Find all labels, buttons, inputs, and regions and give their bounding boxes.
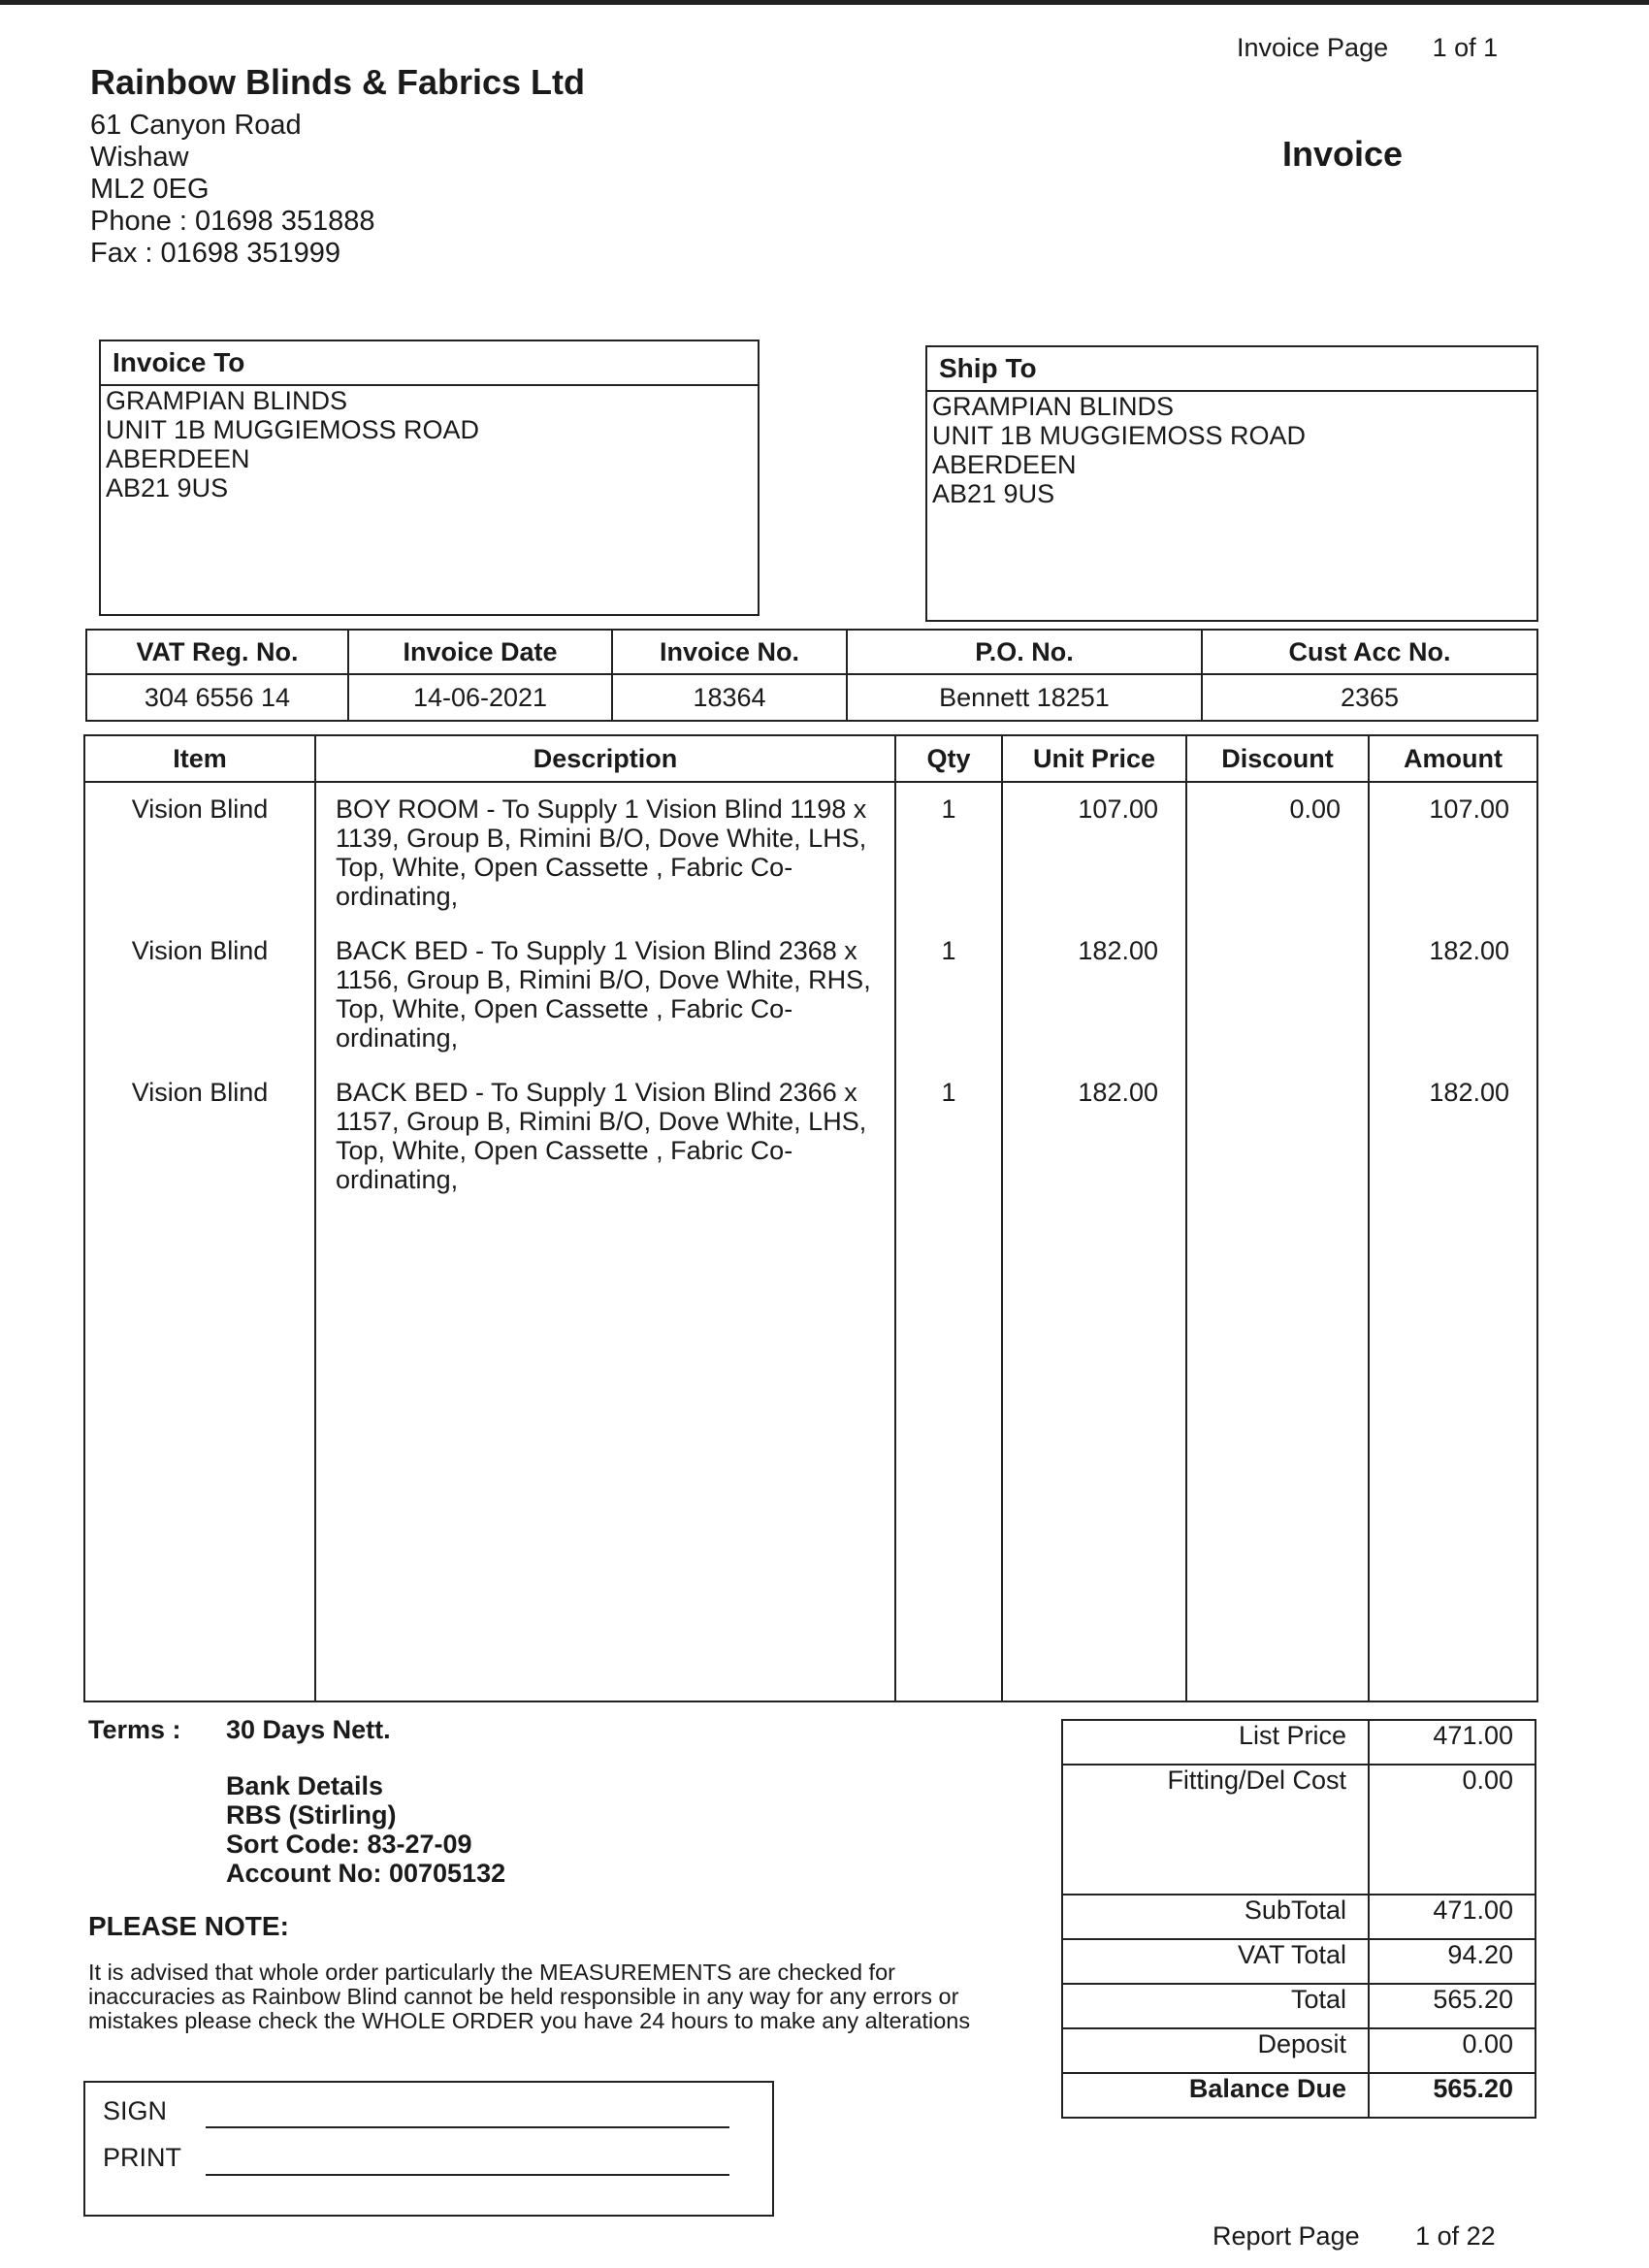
vat-value: 94.20: [1369, 1939, 1536, 1984]
totals-row: [1062, 1939, 1536, 1984]
terms-label: Terms :: [88, 1715, 181, 1744]
report-page-value: 1 of 22: [1415, 2221, 1496, 2251]
invoice-page-label: Invoice Page: [1237, 37, 1389, 62]
discount-cell: 0.00: [1186, 782, 1369, 924]
discount-cell: [1186, 924, 1369, 1066]
deposit-value: 0.00: [1369, 2028, 1536, 2073]
invoice-to-box: [99, 340, 760, 616]
sign-label: SIGN: [103, 2096, 168, 2125]
po-no-header: P.O. No.: [847, 630, 1202, 674]
invoice-to-label: Invoice To: [101, 341, 758, 386]
cust-acc-header: Cust Acc No.: [1202, 630, 1537, 674]
company-address-line: ML2 0EG: [90, 174, 210, 205]
table-row: [84, 782, 1537, 924]
report-page-label: Report Page: [1212, 2221, 1360, 2251]
filler-cell: [1002, 1208, 1186, 1701]
invoice-page-value: 1 of 1: [1432, 37, 1499, 62]
amount-cell: 107.00: [1369, 782, 1537, 924]
description-cell: BACK BED - To Supply 1 Vision Blind 2366 x 1157, Group B, Rimini B/O, Dove White, LHS, Top, White, Open Cassette , Fabric Co-ordinating,: [315, 1066, 895, 1208]
address-line: ABERDEEN: [932, 450, 1077, 479]
description-header: Description: [315, 735, 895, 782]
invoice-date-value: 14-06-2021: [348, 674, 612, 721]
list-price-label: List Price: [1062, 1720, 1369, 1765]
address-line: AB21 9US: [932, 479, 1055, 508]
subtotal-label: SubTotal: [1062, 1895, 1369, 1939]
totals-row: [1062, 1765, 1536, 1895]
po-no-value: Bennett 18251: [847, 674, 1202, 721]
description-cell: BOY ROOM - To Supply 1 Vision Blind 1198 x 1139, Group B, Rimini B/O, Dove White, LHS, Top, White, Open Cassette , Fabric Co-ordinating,: [315, 782, 895, 924]
line-items-table: [83, 734, 1538, 1702]
totals-row: [1062, 1984, 1536, 2028]
ship-to-address: [927, 392, 1536, 508]
company-phone: Phone : 01698 351888: [90, 206, 375, 237]
invoice-date-header: Invoice Date: [348, 630, 612, 674]
totals-row: [1062, 2028, 1536, 2073]
filler-cell: [895, 1208, 1002, 1701]
amount-cell: 182.00: [1369, 1066, 1537, 1208]
invoice-page-ref: [1237, 37, 1498, 66]
company-name: Rainbow Blinds & Fabrics Ltd: [90, 62, 586, 102]
item-cell: Vision Blind: [84, 1066, 315, 1208]
scan-edge: [0, 0, 1649, 5]
ship-to-label: Ship To: [927, 347, 1536, 392]
balance-due-label: Balance Due: [1062, 2073, 1369, 2118]
vat-label: VAT Total: [1062, 1939, 1369, 1984]
note-line: It is advised that whole order particularly the MEASUREMENTS are checked for: [88, 1960, 895, 1985]
item-cell: Vision Blind: [84, 924, 315, 1066]
note-title: PLEASE NOTE:: [88, 1911, 289, 1941]
amount-header: Amount: [1369, 735, 1537, 782]
filler-cell: [84, 1208, 315, 1701]
description-cell: BACK BED - To Supply 1 Vision Blind 2368 x 1156, Group B, Rimini B/O, Dove White, RHS, Top, White, Open Cassette , Fabric Co-ordinating,: [315, 924, 895, 1066]
sort-code: Sort Code: 83-27-09: [226, 1830, 472, 1859]
unit-price-header: Unit Price: [1002, 735, 1186, 782]
item-header: Item: [84, 735, 315, 782]
table-row: [84, 924, 1537, 1066]
list-price-value: 471.00: [1369, 1720, 1536, 1765]
fitting-value: 0.00: [1369, 1765, 1536, 1895]
item-cell: Vision Blind: [84, 782, 315, 924]
fitting-label: Fitting/Del Cost: [1062, 1765, 1369, 1895]
deposit-label: Deposit: [1062, 2028, 1369, 2073]
bank-name: RBS (Stirling): [226, 1800, 397, 1830]
unit-price-cell: 182.00: [1002, 924, 1186, 1066]
totals-table: [1061, 1719, 1536, 2119]
terms-value: 30 Days Nett.: [226, 1715, 391, 1744]
print-label: PRINT: [103, 2143, 181, 2172]
discount-header: Discount: [1186, 735, 1369, 782]
document-title: Invoice: [1282, 134, 1404, 174]
discount-cell: [1186, 1066, 1369, 1208]
totals-row: [1062, 1720, 1536, 1765]
invoice-no-value: 18364: [612, 674, 847, 721]
sign-line[interactable]: [206, 2126, 729, 2128]
ship-to-box: [925, 345, 1538, 622]
address-line: GRAMPIAN BLINDS: [106, 386, 348, 415]
table-filler-row: [84, 1208, 1537, 1701]
address-line: AB21 9US: [106, 473, 229, 502]
company-address-line: 61 Canyon Road: [90, 110, 302, 141]
invoice-meta-table: [85, 629, 1538, 722]
cust-acc-value: 2365: [1202, 674, 1537, 721]
note-line: inaccuracies as Rainbow Blind cannot be held responsible in any way for any errors or: [88, 1984, 959, 2009]
qty-cell: 1: [895, 782, 1002, 924]
balance-due-value: 565.20: [1369, 2073, 1536, 2118]
signature-box: [83, 2081, 774, 2217]
note-text: [88, 1960, 1058, 2033]
table-row: [84, 1066, 1537, 1208]
total-value: 565.20: [1369, 1984, 1536, 2028]
filler-cell: [1186, 1208, 1369, 1701]
vat-reg-header: VAT Reg. No.: [86, 630, 348, 674]
invoice-to-address: [101, 386, 758, 502]
unit-price-cell: 107.00: [1002, 782, 1186, 924]
report-page: [1212, 2221, 1496, 2252]
filler-cell: [315, 1208, 895, 1701]
amount-cell: 182.00: [1369, 924, 1537, 1066]
address-line: GRAMPIAN BLINDS: [932, 392, 1175, 421]
address-line: ABERDEEN: [106, 444, 250, 473]
vat-reg-value: 304 6556 14: [86, 674, 348, 721]
invoice-no-header: Invoice No.: [612, 630, 847, 674]
filler-cell: [1369, 1208, 1537, 1701]
address-line: UNIT 1B MUGGIEMOSS ROAD: [106, 415, 480, 444]
unit-price-cell: 182.00: [1002, 1066, 1186, 1208]
qty-header: Qty: [895, 735, 1002, 782]
account-number: Account No: 00705132: [226, 1859, 506, 1888]
qty-cell: 1: [895, 1066, 1002, 1208]
qty-cell: 1: [895, 924, 1002, 1066]
total-label: Total: [1062, 1984, 1369, 2028]
totals-row: [1062, 2073, 1536, 2118]
subtotal-value: 471.00: [1369, 1895, 1536, 1939]
company-fax: Fax : 01698 351999: [90, 238, 340, 269]
note-line: mistakes please check the WHOLE ORDER you have 24 hours to make any alterations: [88, 2008, 971, 2033]
print-line[interactable]: [206, 2174, 729, 2176]
address-line: UNIT 1B MUGGIEMOSS ROAD: [932, 421, 1307, 450]
bank-details-title: Bank Details: [226, 1771, 384, 1800]
totals-row: [1062, 1895, 1536, 1939]
company-address-line: Wishaw: [90, 142, 189, 173]
